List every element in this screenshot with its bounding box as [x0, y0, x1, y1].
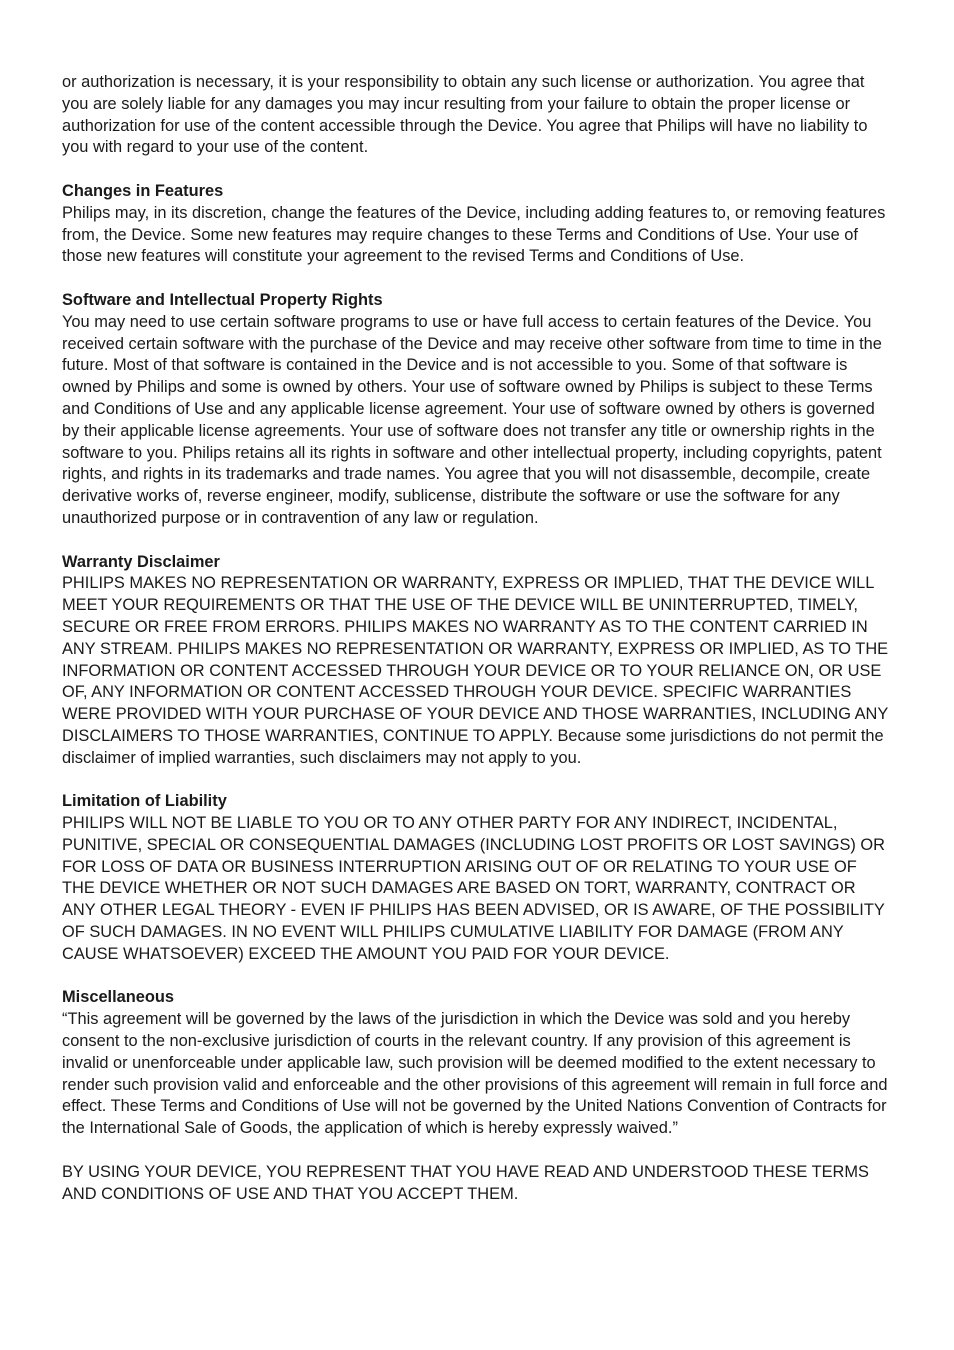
section-heading: Changes in Features [62, 181, 224, 200]
section-heading: Limitation of Liability [62, 792, 227, 811]
spacer [62, 966, 892, 988]
section-heading: Miscellaneous [62, 988, 175, 1007]
section-warranty-disclaimer [62, 552, 892, 770]
section-limitation-of-liability [62, 791, 892, 965]
section-changes-in-features [62, 181, 892, 268]
section-body: PHILIPS WILL NOT BE LIABLE TO YOU OR TO ANY OTHER PARTY FOR ANY INDIRECT, INCIDENTAL, PUNITIVE, SPECIAL OR CONSEQUENTIAL DAMAGES (INCLUDING LOST PROFITS OR LOST SAVINGS) OR FOR LOSS OF DATA OR BUSINESS INTERRUPTION ARISING OUT OF OR RELATING TO YOUR USE OF THE DEVICE WHETHER OR NOT SUCH DAMAGES ARE BASED ON TORT, WARRANTY, CONTRACT OR ANY OTHER LEGAL THEORY - EVEN IF PHILIPS HAS BEEN ADVISED, OR IS AWARE, OF THE POSSIBILITY OF SUCH DAMAGES. IN NO EVENT WILL PHILIPS CUMULATIVE LIABILITY FOR DAMAGE (FROM ANY CAUSE WHATSOEVER) EXCEED THE AMOUNT YOU PAID FOR YOUR DEVICE. [62, 814, 886, 963]
section-software-ip-rights [62, 290, 892, 530]
section-heading: Software and Intellectual Property Rights [62, 290, 383, 309]
spacer [62, 159, 892, 181]
intro-paragraph: or authorization is necessary, it is your responsibility to obtain any such license or authorization. You agree that you are solely liable for any damages you may incur resulting from your failure to obtain the proper license or authorization for use of the content accessible through the Device. You agree that Philips will have no liability to you with regard to your use of the content. [62, 73, 868, 157]
section-heading: Warranty Disclaimer [62, 552, 220, 571]
section-body: You may need to use certain software programs to use or have full access to certain features of the Device. You received certain software with the purchase of the Device and may receive other software from time to time in the future. Most of that software is contained in the Device and is not accessible to you. Some of that software is owned by Philips and some is owned by others. Your use of software owned by Philips is subject to these Terms and Conditions of Use and any applicable license agreement. Your use of software owned by others is governed by their applicable license agreements. Your use of software does not transfer any title or ownership rights in the software to you. Philips retains all its rights in software and other intellectual property, including copyrights, patent rights, and rights in its trademarks and trade names. You agree that you will not disassemble, decompile, create derivative works of, reverse engineer, modify, sublicense, distribute the software or use the software for any unauthorized purpose or in contravention of any law or regulation. [62, 312, 882, 527]
section-body: “This agreement will be governed by the laws of the jurisdiction in which the Device was sold and you hereby consent to the non-exclusive jurisdiction of courts in the relevant country. If any provision of this agreement is invalid or unenforceable under applicable law, such provision will be deemed modified to the extent necessary to render such provision valid and enforceable and the other provisions of this agreement will remain in full force and effect. These Terms and Conditions of Use will not be governed by the United Nations Convention of Contracts for the International Sale of Goods, the application of which is hereby expressly waived.” [62, 1010, 888, 1138]
section-miscellaneous [62, 987, 892, 1140]
spacer [62, 268, 892, 290]
section-body: Philips may, in its discretion, change the features of the Device, including adding features to, or removing features from, the Device. Some new features may require changes to these Terms and Conditions of Use. Your use of those new features will constitute your agreement to the revised Terms and Conditions of Use. [62, 203, 886, 266]
closing-paragraph: BY USING YOUR DEVICE, YOU REPRESENT THAT YOU HAVE READ AND UNDERSTOOD THESE TERMS AND CONDITIONS OF USE AND THAT YOU ACCEPT THEM. [62, 1162, 869, 1203]
section-body: PHILIPS MAKES NO REPRESENTATION OR WARRANTY, EXPRESS OR IMPLIED, THAT THE DEVICE WILL MEET YOUR REQUIREMENTS OR THAT THE USE OF THE DEVICE WILL BE UNINTERRUPTED, TIMELY, SECURE OR FREE FROM ERRORS. PHILIPS MAKES NO WARRANTY AS TO THE CONTENT CARRIED IN ANY STREAM. PHILIPS MAKES NO REPRESENTATION OR WARRANTY, EXPRESS OR IMPLIED, AS TO THE INFORMATION OR CONTENT ACCESSED THROUGH YOUR DEVICE OR TO YOUR RELIANCE ON, OR USE OF, ANY INFORMATION OR CONTENT ACCESSED THROUGH YOUR DEVICE. SPECIFIC WARRANTIES WERE PROVIDED WITH YOUR PURCHASE OF YOUR DEVICE AND THOSE WARRANTIES, INCLUDING ANY DISCLAIMERS TO THOSE WARRANTIES, CONTINUE TO APPLY. Because some jurisdictions do not permit the disclaimer of implied warranties, such disclaimers may not apply to you. [62, 574, 889, 767]
spacer [62, 530, 892, 552]
spacer [62, 1140, 892, 1162]
document-page [62, 72, 892, 1205]
spacer [62, 770, 892, 792]
